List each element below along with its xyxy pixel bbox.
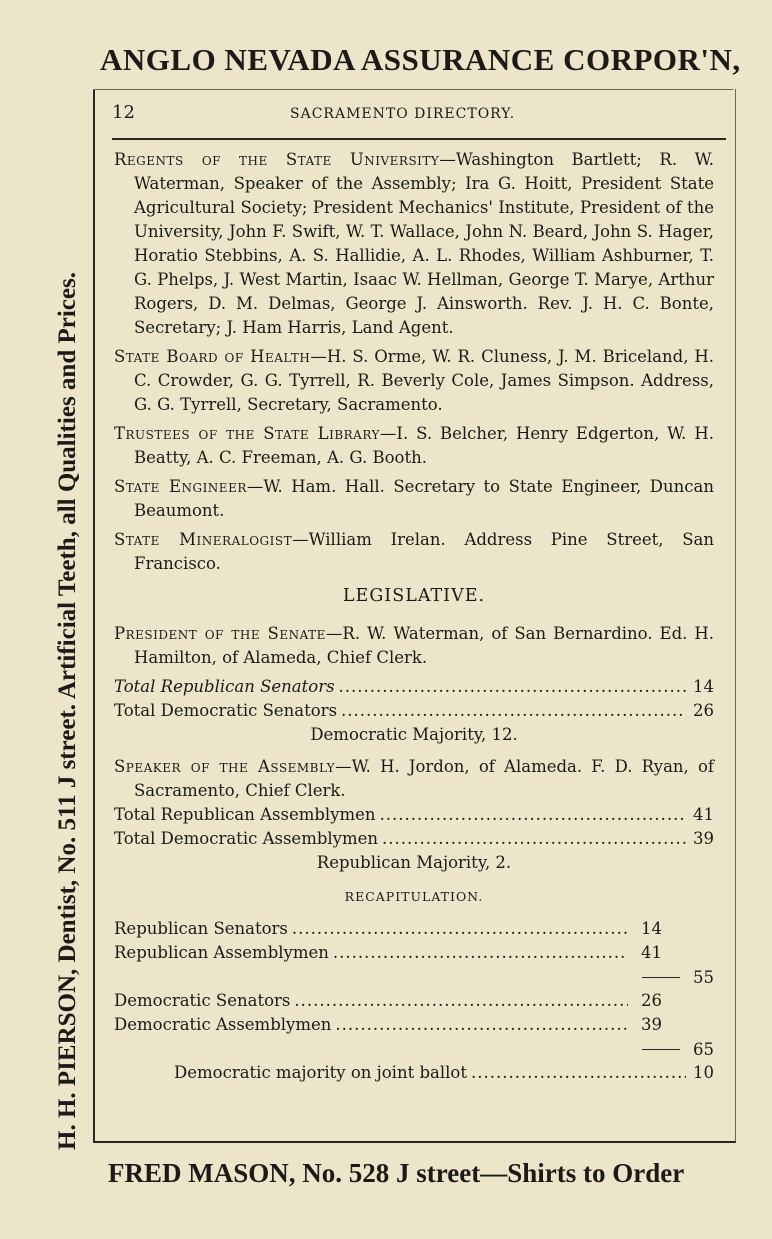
entry-text: —H. S. Orme, W. R. Cluness, J. M. Briceland, H. C. Crowder, G. G. Tyrrell, R. Beverly Cole, James Simpson. Address, G. G. Tyrrell, Secretary, Sacramento. — [134, 347, 714, 414]
page-number: 12 — [112, 102, 135, 123]
assembly-republican-row — [114, 803, 714, 827]
senate-democratic-row — [114, 699, 714, 723]
dot-leader — [333, 941, 628, 965]
row-label: Total Democratic Assemblymen — [114, 829, 379, 848]
entry-title: Regents of the State University — [114, 150, 440, 169]
entry-state-engineer — [114, 475, 714, 523]
header-rule — [112, 138, 726, 140]
frame-top-line — [93, 89, 733, 90]
entry-text: —William Irelan. Address Pine Street, San Francisco. — [134, 530, 714, 573]
row-value: 39 — [693, 829, 714, 848]
row-label: Total Democratic Senators — [114, 701, 338, 720]
row-label: Total Republican Assemblymen — [114, 805, 376, 824]
recap-dem-senators-row — [114, 989, 662, 1013]
row-value: 39 — [641, 1015, 662, 1034]
row-label: Republican Senators — [114, 919, 288, 938]
row-value: 14 — [693, 677, 714, 696]
recap-majority-row — [114, 1061, 714, 1085]
page-content — [114, 148, 714, 1085]
row-value: 26 — [693, 701, 714, 720]
assembly-democratic-row — [114, 827, 714, 851]
row-label: Democratic Senators — [114, 991, 291, 1010]
entry-text: —W. Ham. Hall. Secretary to State Engineer, Duncan Beaumont. — [134, 477, 714, 520]
row-value: 41 — [641, 943, 662, 962]
senate-republican-row — [114, 675, 714, 699]
bottom-advertisement: FRED MASON, No. 528 J street—Shirts to Order — [108, 1158, 685, 1188]
running-head: SACRAMENTO DIRECTORY. — [290, 106, 516, 122]
sum-rule — [642, 977, 680, 978]
senate-majority: Democratic Majority, 12. — [310, 725, 518, 744]
entry-speaker-assembly — [114, 755, 714, 803]
entry-text: —Washington Bartlett; R. W. Waterman, Speaker of the Assembly; Ira G. Hoitt, President State Agricultural Society; President Mechanics' Institute, President of the University, John F. Swift, W. T. Wallace, John N. Beard, John S. Hager, Horatio Stebbins, A. S. Hallidie, A. L. Rhodes, William Ashburner, T. G. Phelps, J. West Martin, Isaac W. Hellman, George T. Marye, Arthur Rogers, D. M. Delmas, George J. Ainsworth. Rev. J. H. C. Bonte, Secretary; J. Ham Harris, Land Agent. — [134, 150, 714, 337]
top-advertisement: ANGLO NEVADA ASSURANCE CORPOR'N, — [100, 42, 741, 77]
recap-rep-total — [114, 965, 714, 989]
entry-title: Speaker of the Assembly — [114, 757, 336, 776]
section-heading-legislative: LEGISLATIVE. — [342, 586, 486, 606]
assembly-majority: Republican Majority, 2. — [316, 853, 512, 872]
row-total: 55 — [693, 967, 714, 987]
recap-heading: RECAPITULATION. — [344, 889, 484, 904]
row-value: 14 — [641, 919, 662, 938]
row-value: 26 — [641, 991, 662, 1010]
sum-rule — [642, 1049, 680, 1050]
dot-leader — [380, 803, 686, 827]
dot-leader — [335, 1013, 628, 1037]
entry-text: —R. W. Waterman, of San Bernardino. Ed. H. Hamilton, of Alameda, Chief Clerk. — [134, 624, 714, 667]
recap-dem-assemblymen-row — [114, 1013, 662, 1037]
side-advertisement: H. H. PIERSON, Dentist, No. 511 J street. Artificial Teeth, all Qualities and Prices. — [54, 272, 81, 1150]
entry-title: Trustees of the State Library — [114, 424, 380, 443]
recap-dem-total — [114, 1037, 714, 1061]
row-value: 10 — [693, 1063, 714, 1082]
entry-state-mineralogist — [114, 528, 714, 576]
row-label: Democratic majority on joint ballot — [174, 1063, 467, 1082]
entry-state-library — [114, 422, 714, 470]
entry-board-of-health — [114, 345, 714, 417]
dot-leader — [341, 699, 686, 723]
row-value: 41 — [693, 805, 714, 824]
recap-rep-assemblymen-row — [114, 941, 662, 965]
dot-leader — [339, 675, 686, 699]
entry-regents — [114, 148, 714, 340]
row-label: Total Republican Senators — [114, 677, 335, 696]
entry-text: —I. S. Belcher, Henry Edgerton, W. H. Beatty, A. C. Freeman, A. G. Booth. — [134, 424, 714, 467]
entry-title: State Mineralogist — [114, 530, 293, 549]
entry-title: State Board of Health — [114, 347, 311, 366]
entry-title: President of the Senate — [114, 624, 326, 643]
dot-leader — [382, 827, 686, 851]
dot-leader — [292, 917, 628, 941]
recap-rep-senators-row — [114, 917, 662, 941]
row-total: 65 — [693, 1039, 714, 1059]
row-label: Democratic Assemblymen — [114, 1015, 332, 1034]
dot-leader — [471, 1061, 686, 1085]
row-label: Republican Assemblymen — [114, 943, 329, 962]
entry-president-senate — [114, 622, 714, 670]
dot-leader — [294, 989, 628, 1013]
entry-title: State Engineer — [114, 477, 247, 496]
entry-text: —W. H. Jordon, of Alameda. F. D. Ryan, of Sacramento, Chief Clerk. — [134, 757, 715, 800]
